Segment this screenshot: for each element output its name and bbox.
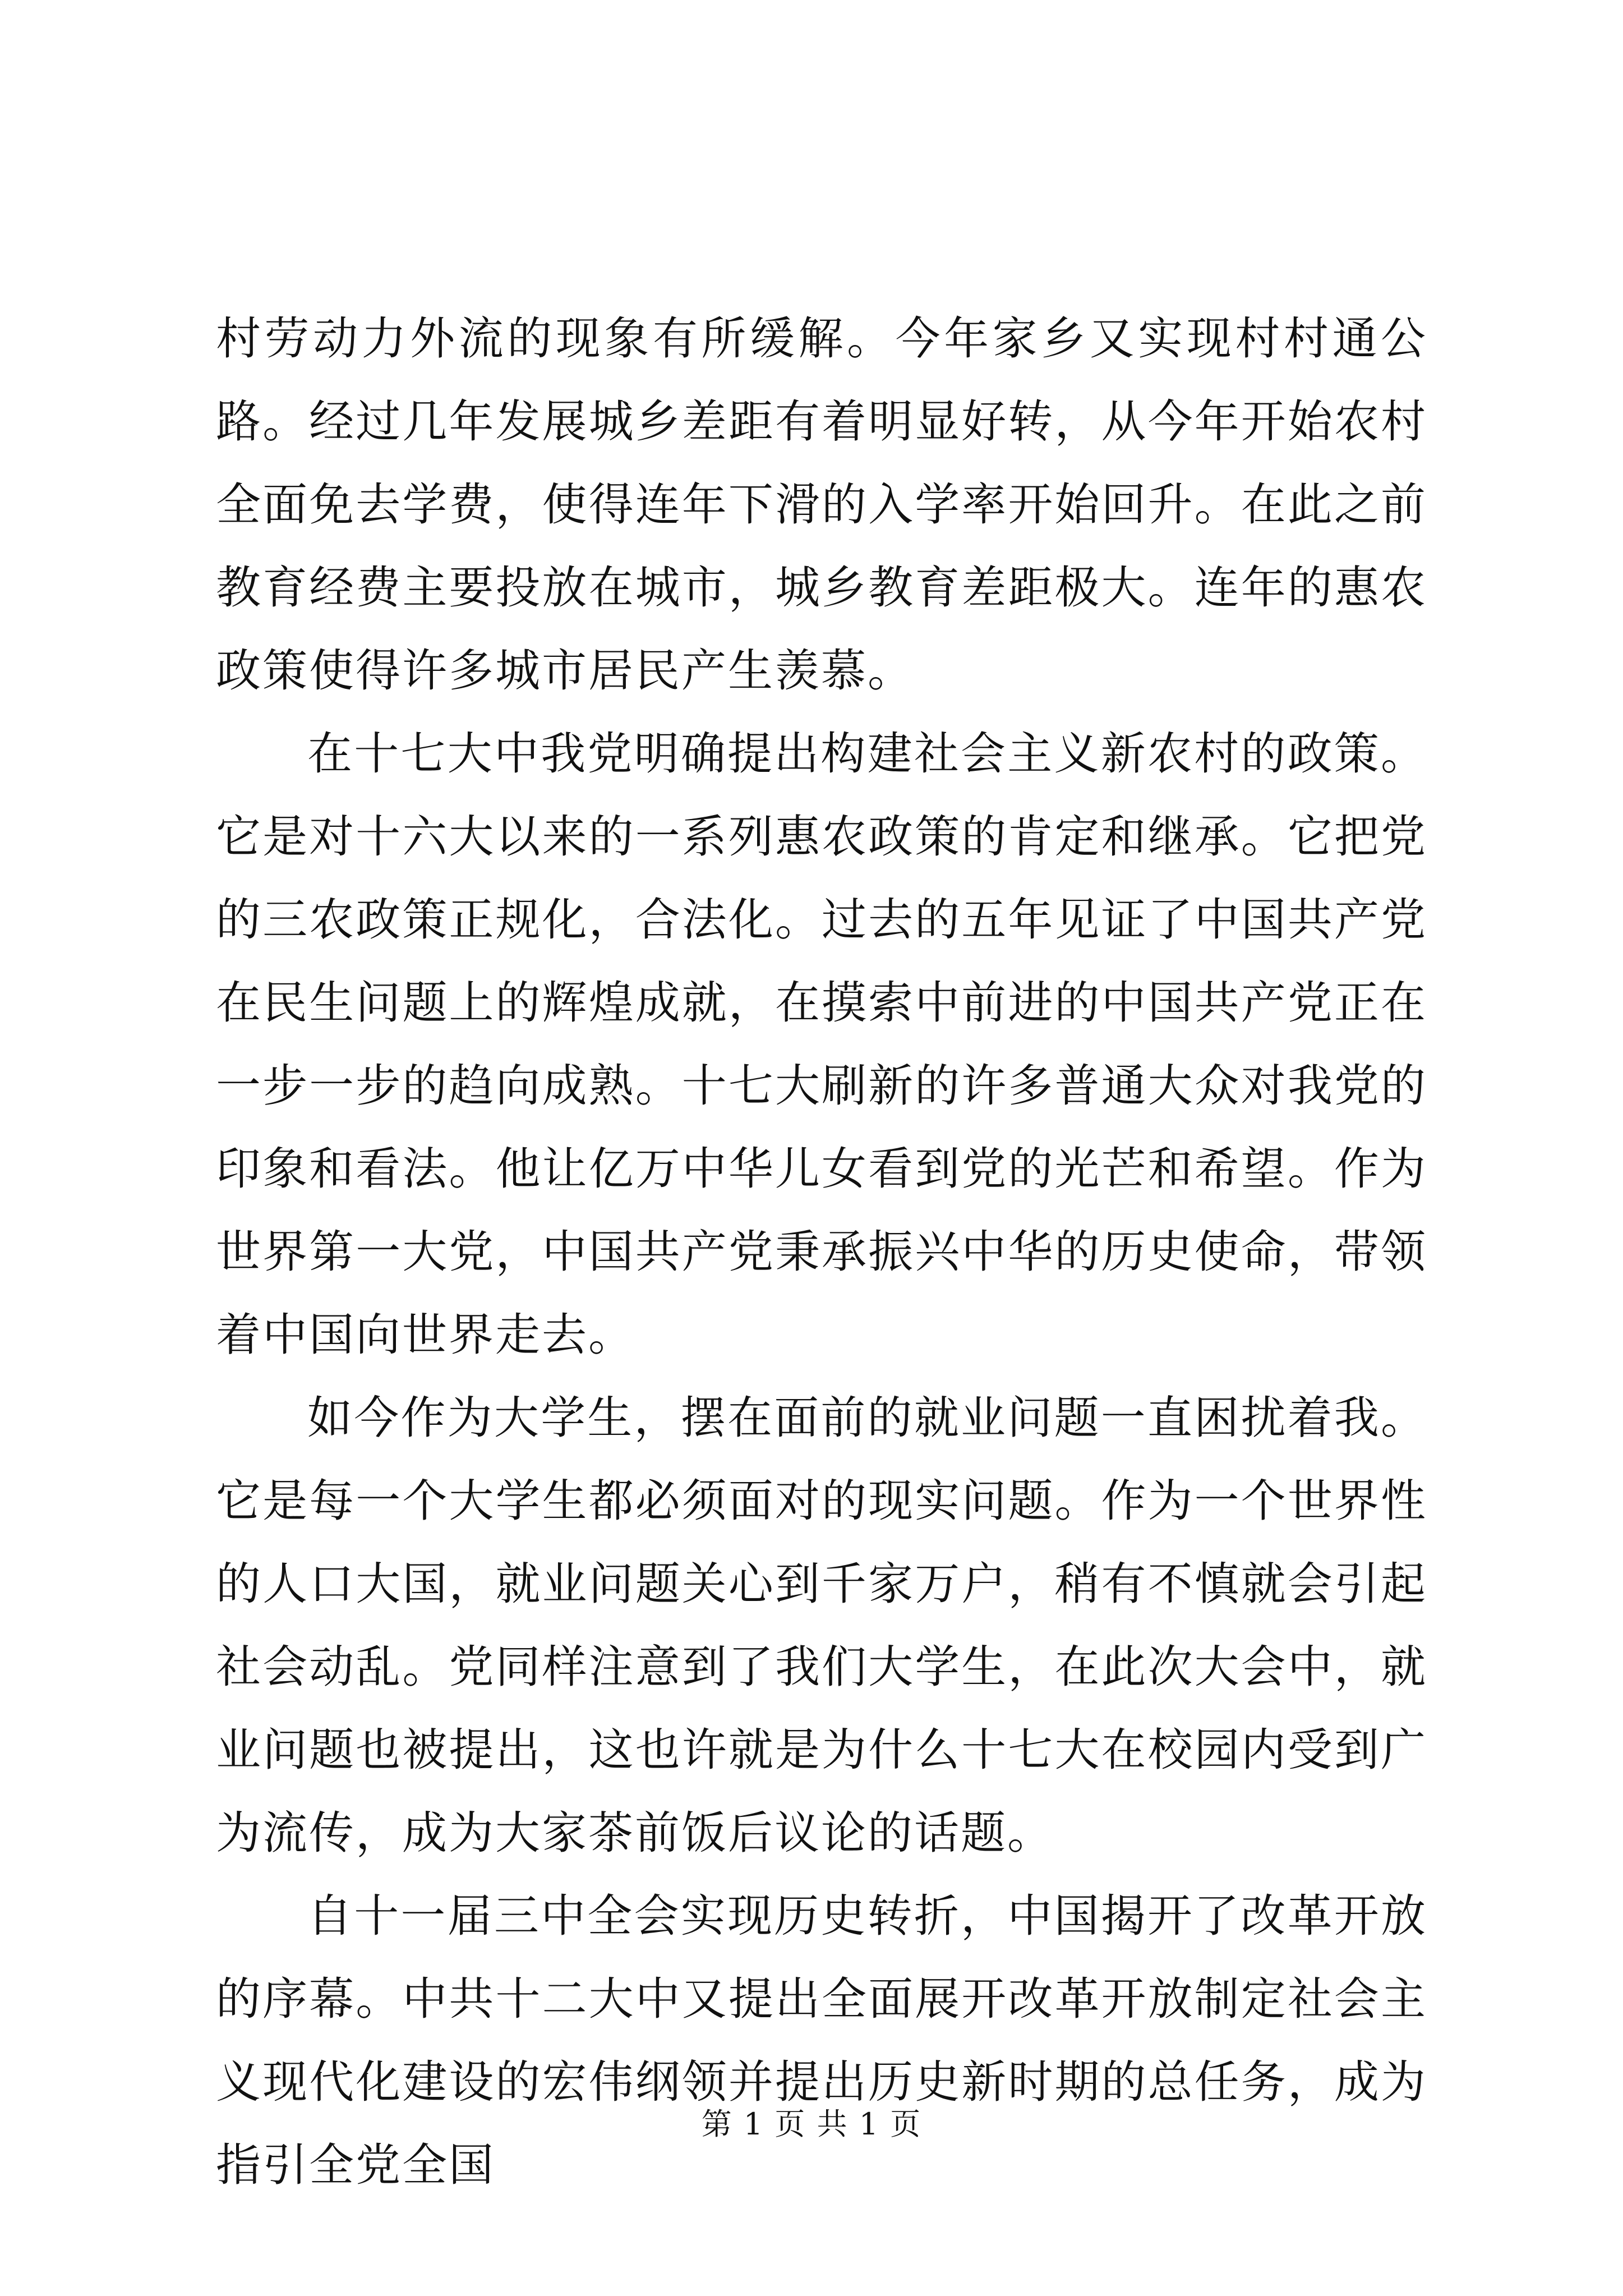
document-body: [216, 297, 1427, 2207]
paragraph-2: 在十七大中我党明确提出构建社会主义新农村的政策。它是对十六大以来的一系列惠农政策的肯定和继承。它把党的三农政策正规化，合法化。过去的五年见证了中国共产党在民生问题上的辉煌成就，在摸索中前进的中国共产党正在一步一步的趋向成熟。十七大刷新的许多普通大众对我党的印象和看法。他让亿万中华儿女看到党的光芒和希望。作为世界第一大党，中国共产党秉承振兴中华的历史使命，带领着中国向世界走去。: [216, 728, 1427, 1361]
paragraph-4: 自十一届三中全会实现历史转折，中国揭开了改革开放的序幕。中共十二大中又提出全面展开改革开放制定社会主义现代化建设的宏伟纲领并提出历史新时期的总任务，成为指引全党全国: [216, 1890, 1427, 2191]
page-footer: [0, 2105, 1623, 2144]
paragraph-3: 如今作为大学生，摆在面前的就业问题一直困扰着我。它是每一个大学生都必须面对的现实问题。作为一个世界性的人口大国，就业问题关心到千家万户，稍有不慎就会引起社会动乱。党同样注意到了我们大学生，在此次大会中，就业问题也被提出，这也许就是为什么十七大在校园内受到广为流传，成为大家茶前饭后议论的话题。: [216, 1392, 1427, 1859]
paragraph-1: 村劳动力外流的现象有所缓解。今年家乡又实现村村通公路。经过几年发展城乡差距有着明显好转，从今年开始农村全面免去学费，使得连年下滑的入学率开始回升。在此之前教育经费主要投放在城市，城乡教育差距极大。连年的惠农政策使得许多城市居民产生羡慕。: [216, 312, 1427, 697]
page-number-label: 第 1 页 共 1 页: [701, 2106, 922, 2142]
